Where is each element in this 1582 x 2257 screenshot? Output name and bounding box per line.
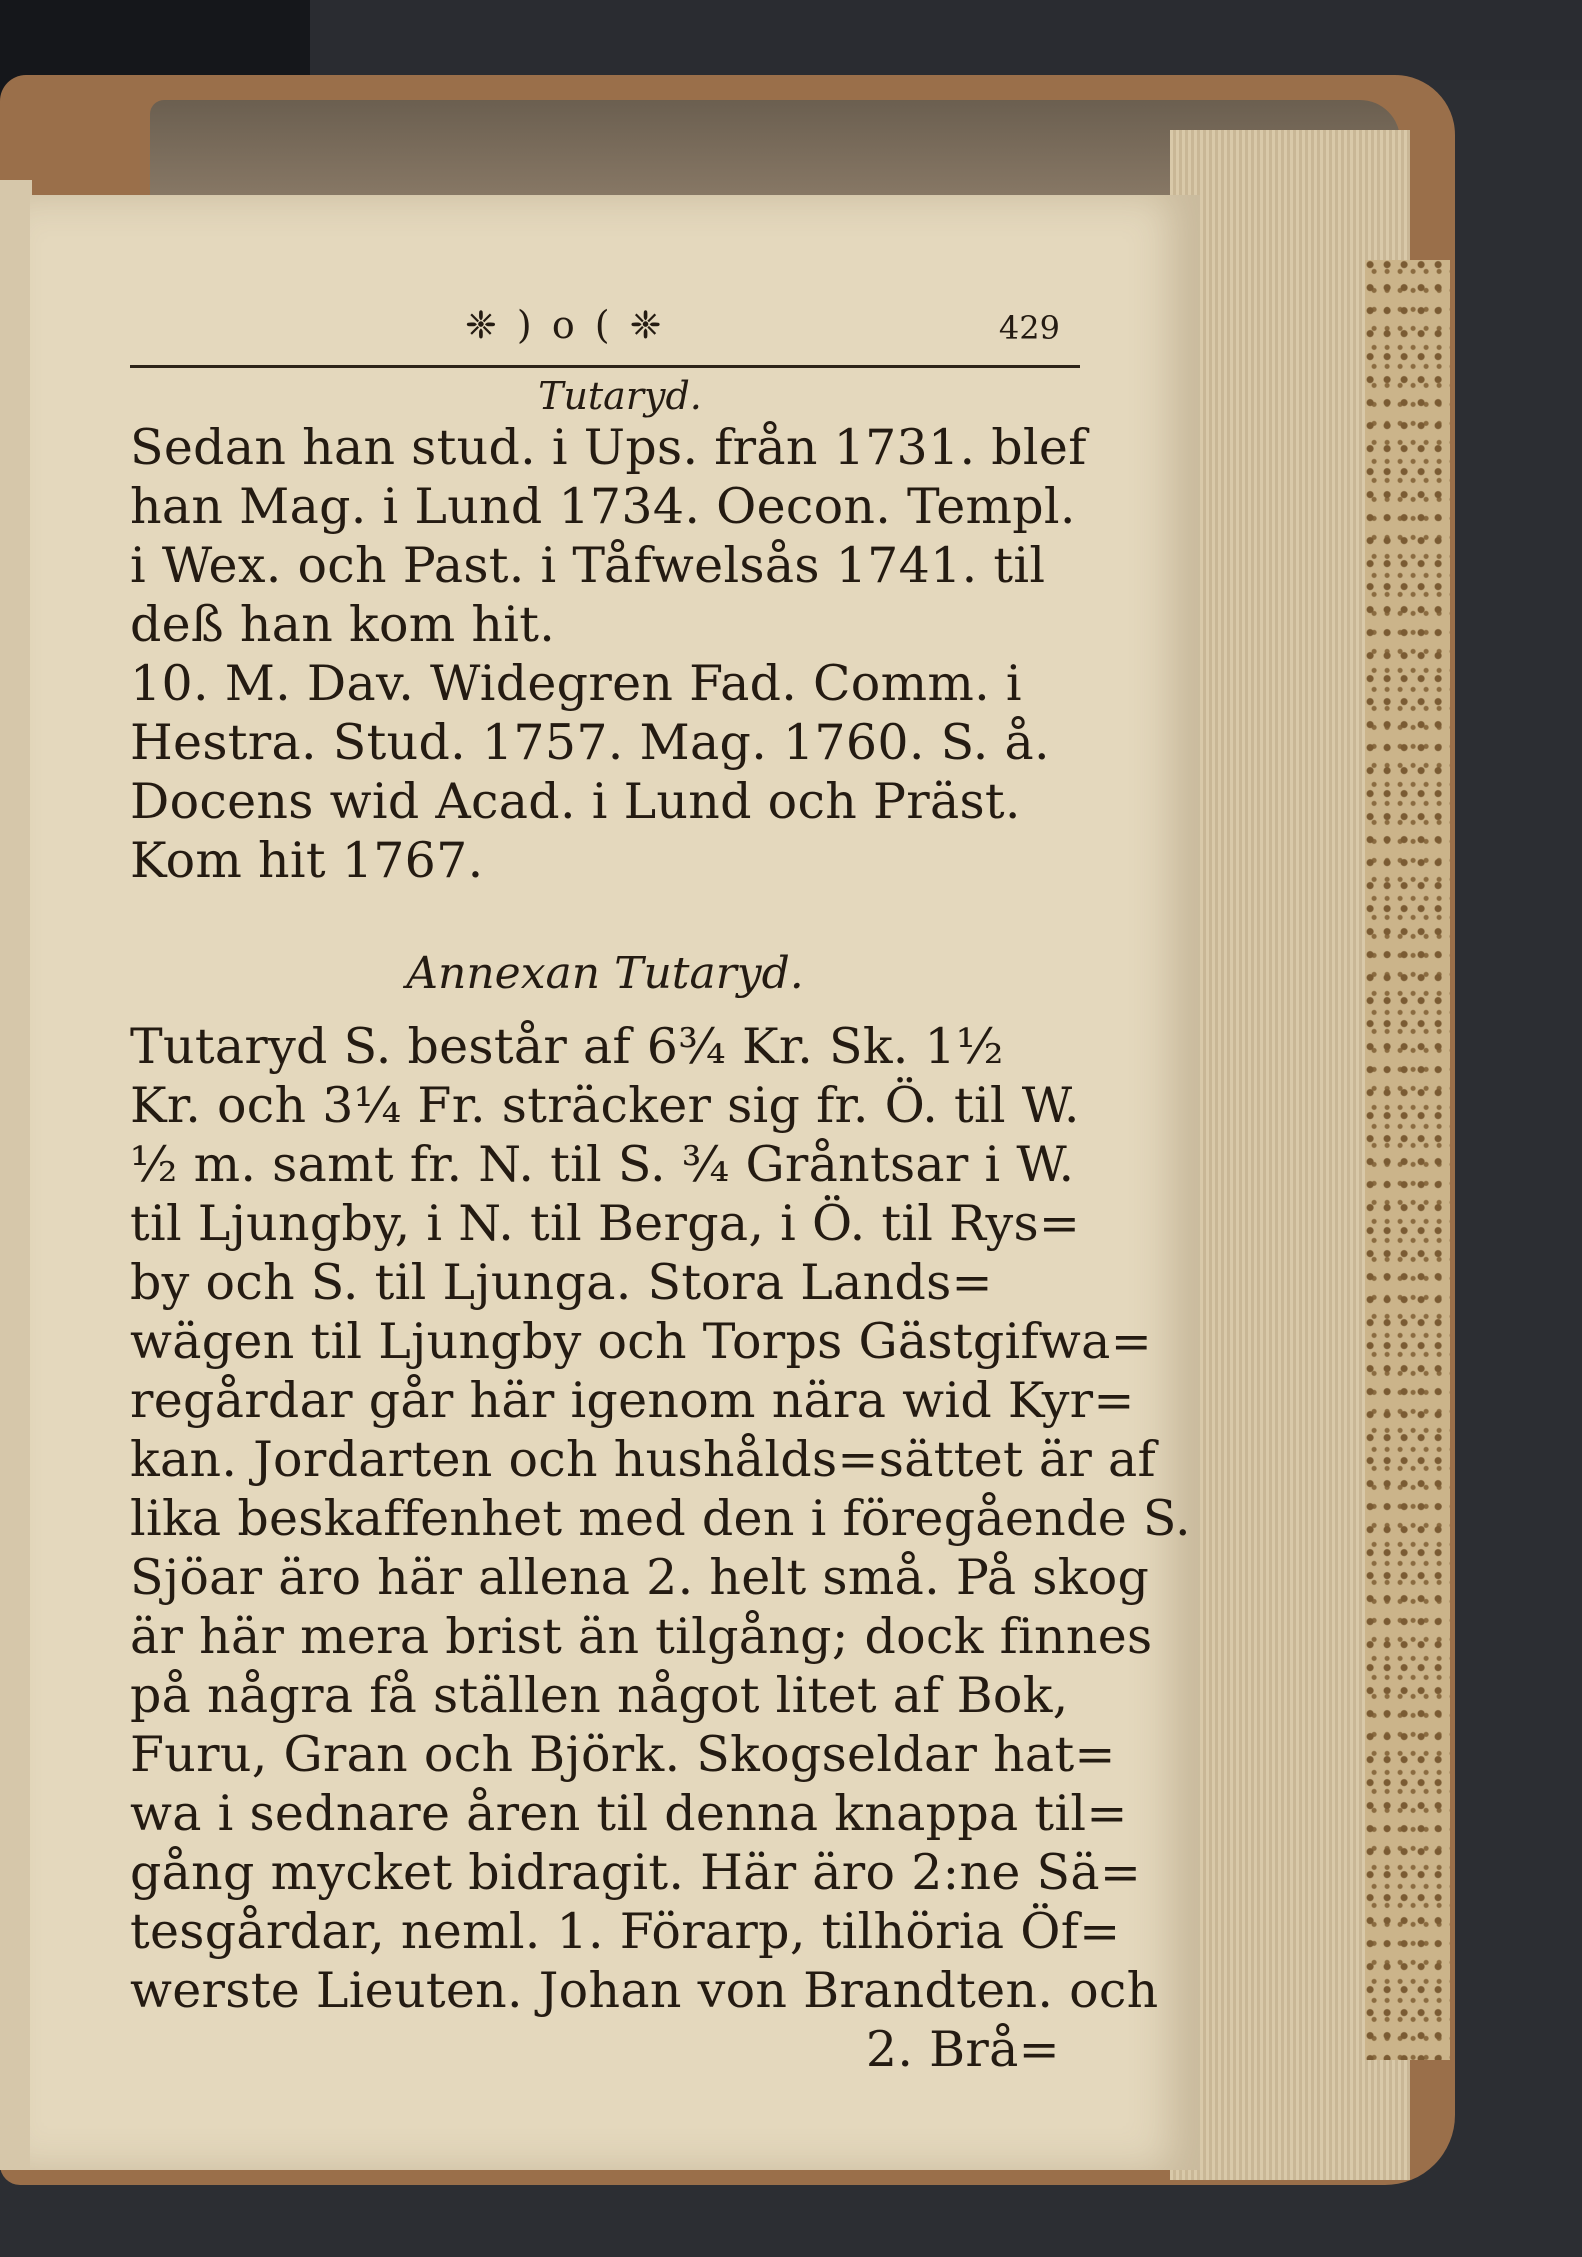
book-page — [30, 195, 1200, 2170]
running-title: Tutaryd. — [538, 374, 702, 418]
text-line: Sedan han stud. i Ups. från 1731. blef — [130, 419, 1087, 476]
text-line: Furu, Gran och Björk. Skogseldar hat= — [130, 1726, 1116, 1783]
text-line: Sjöar äro här allena 2. helt små. På skog — [130, 1549, 1150, 1606]
text-line: är här mera brist än tilgång; dock finnes — [130, 1608, 1153, 1665]
text-line: Kr. och 3¼ Fr. sträcker sig fr. Ö. til W. — [130, 1077, 1080, 1134]
text-line: gång mycket bidragit. Här äro 2:ne Sä= — [130, 1844, 1142, 1901]
section-heading: Annexan Tutaryd. — [406, 948, 804, 999]
text-line: kan. Jordarten och hushålds=sättet är af — [130, 1431, 1156, 1488]
text-line: på några få ställen något litet af Bok, — [130, 1667, 1069, 1724]
fore-edge-speckled — [1365, 260, 1450, 2060]
header-ornament: ❈ ) o ( ❈ — [465, 303, 666, 347]
paragraph-1 — [130, 418, 1087, 890]
left-page-strip — [0, 180, 32, 2170]
text-line: by och S. til Ljunga. Stora Lands= — [130, 1254, 993, 1311]
catchword: 2. Brå= — [865, 2021, 1060, 2078]
text-line: han Mag. i Lund 1734. Oecon. Templ. — [130, 478, 1076, 535]
text-line: Kom hit 1767. — [130, 832, 484, 889]
text-line: 10. M. Dav. Widegren Fad. Comm. i — [130, 655, 1022, 712]
text-line: wa i sednare åren til denna knappa til= — [130, 1785, 1128, 1842]
text-line: wägen til Ljungby och Torps Gästgifwa= — [130, 1313, 1153, 1370]
page-text-block — [130, 295, 1191, 2079]
text-line: Docens wid Acad. i Lund och Präst. — [130, 773, 1021, 830]
text-line: ½ m. samt fr. N. til S. ¾ Gråntsar i W. — [130, 1136, 1075, 1193]
text-line: tesgårdar, neml. 1. Förarp, tilhöria Öf= — [130, 1903, 1121, 1960]
page-number: 429 — [998, 309, 1060, 347]
page-header — [130, 295, 1080, 368]
paragraph-2 — [130, 1017, 1191, 2020]
text-line: werste Lieuten. Johan von Brandten. och — [130, 1962, 1159, 2019]
text-line: Tutaryd S. består af 6¾ Kr. Sk. 1½ — [130, 1018, 1004, 1075]
text-line: Hestra. Stud. 1757. Mag. 1760. S. å. — [130, 714, 1050, 771]
text-line: deß han kom hit. — [130, 596, 556, 653]
text-line: regårdar går här igenom nära wid Kyr= — [130, 1372, 1135, 1429]
text-line: til Ljungby, i N. til Berga, i Ö. til Rys= — [130, 1195, 1081, 1252]
text-line: i Wex. och Past. i Tåfwelsås 1741. til — [130, 537, 1046, 594]
text-line: lika beskaffenhet med den i föregående S. — [130, 1490, 1191, 1547]
